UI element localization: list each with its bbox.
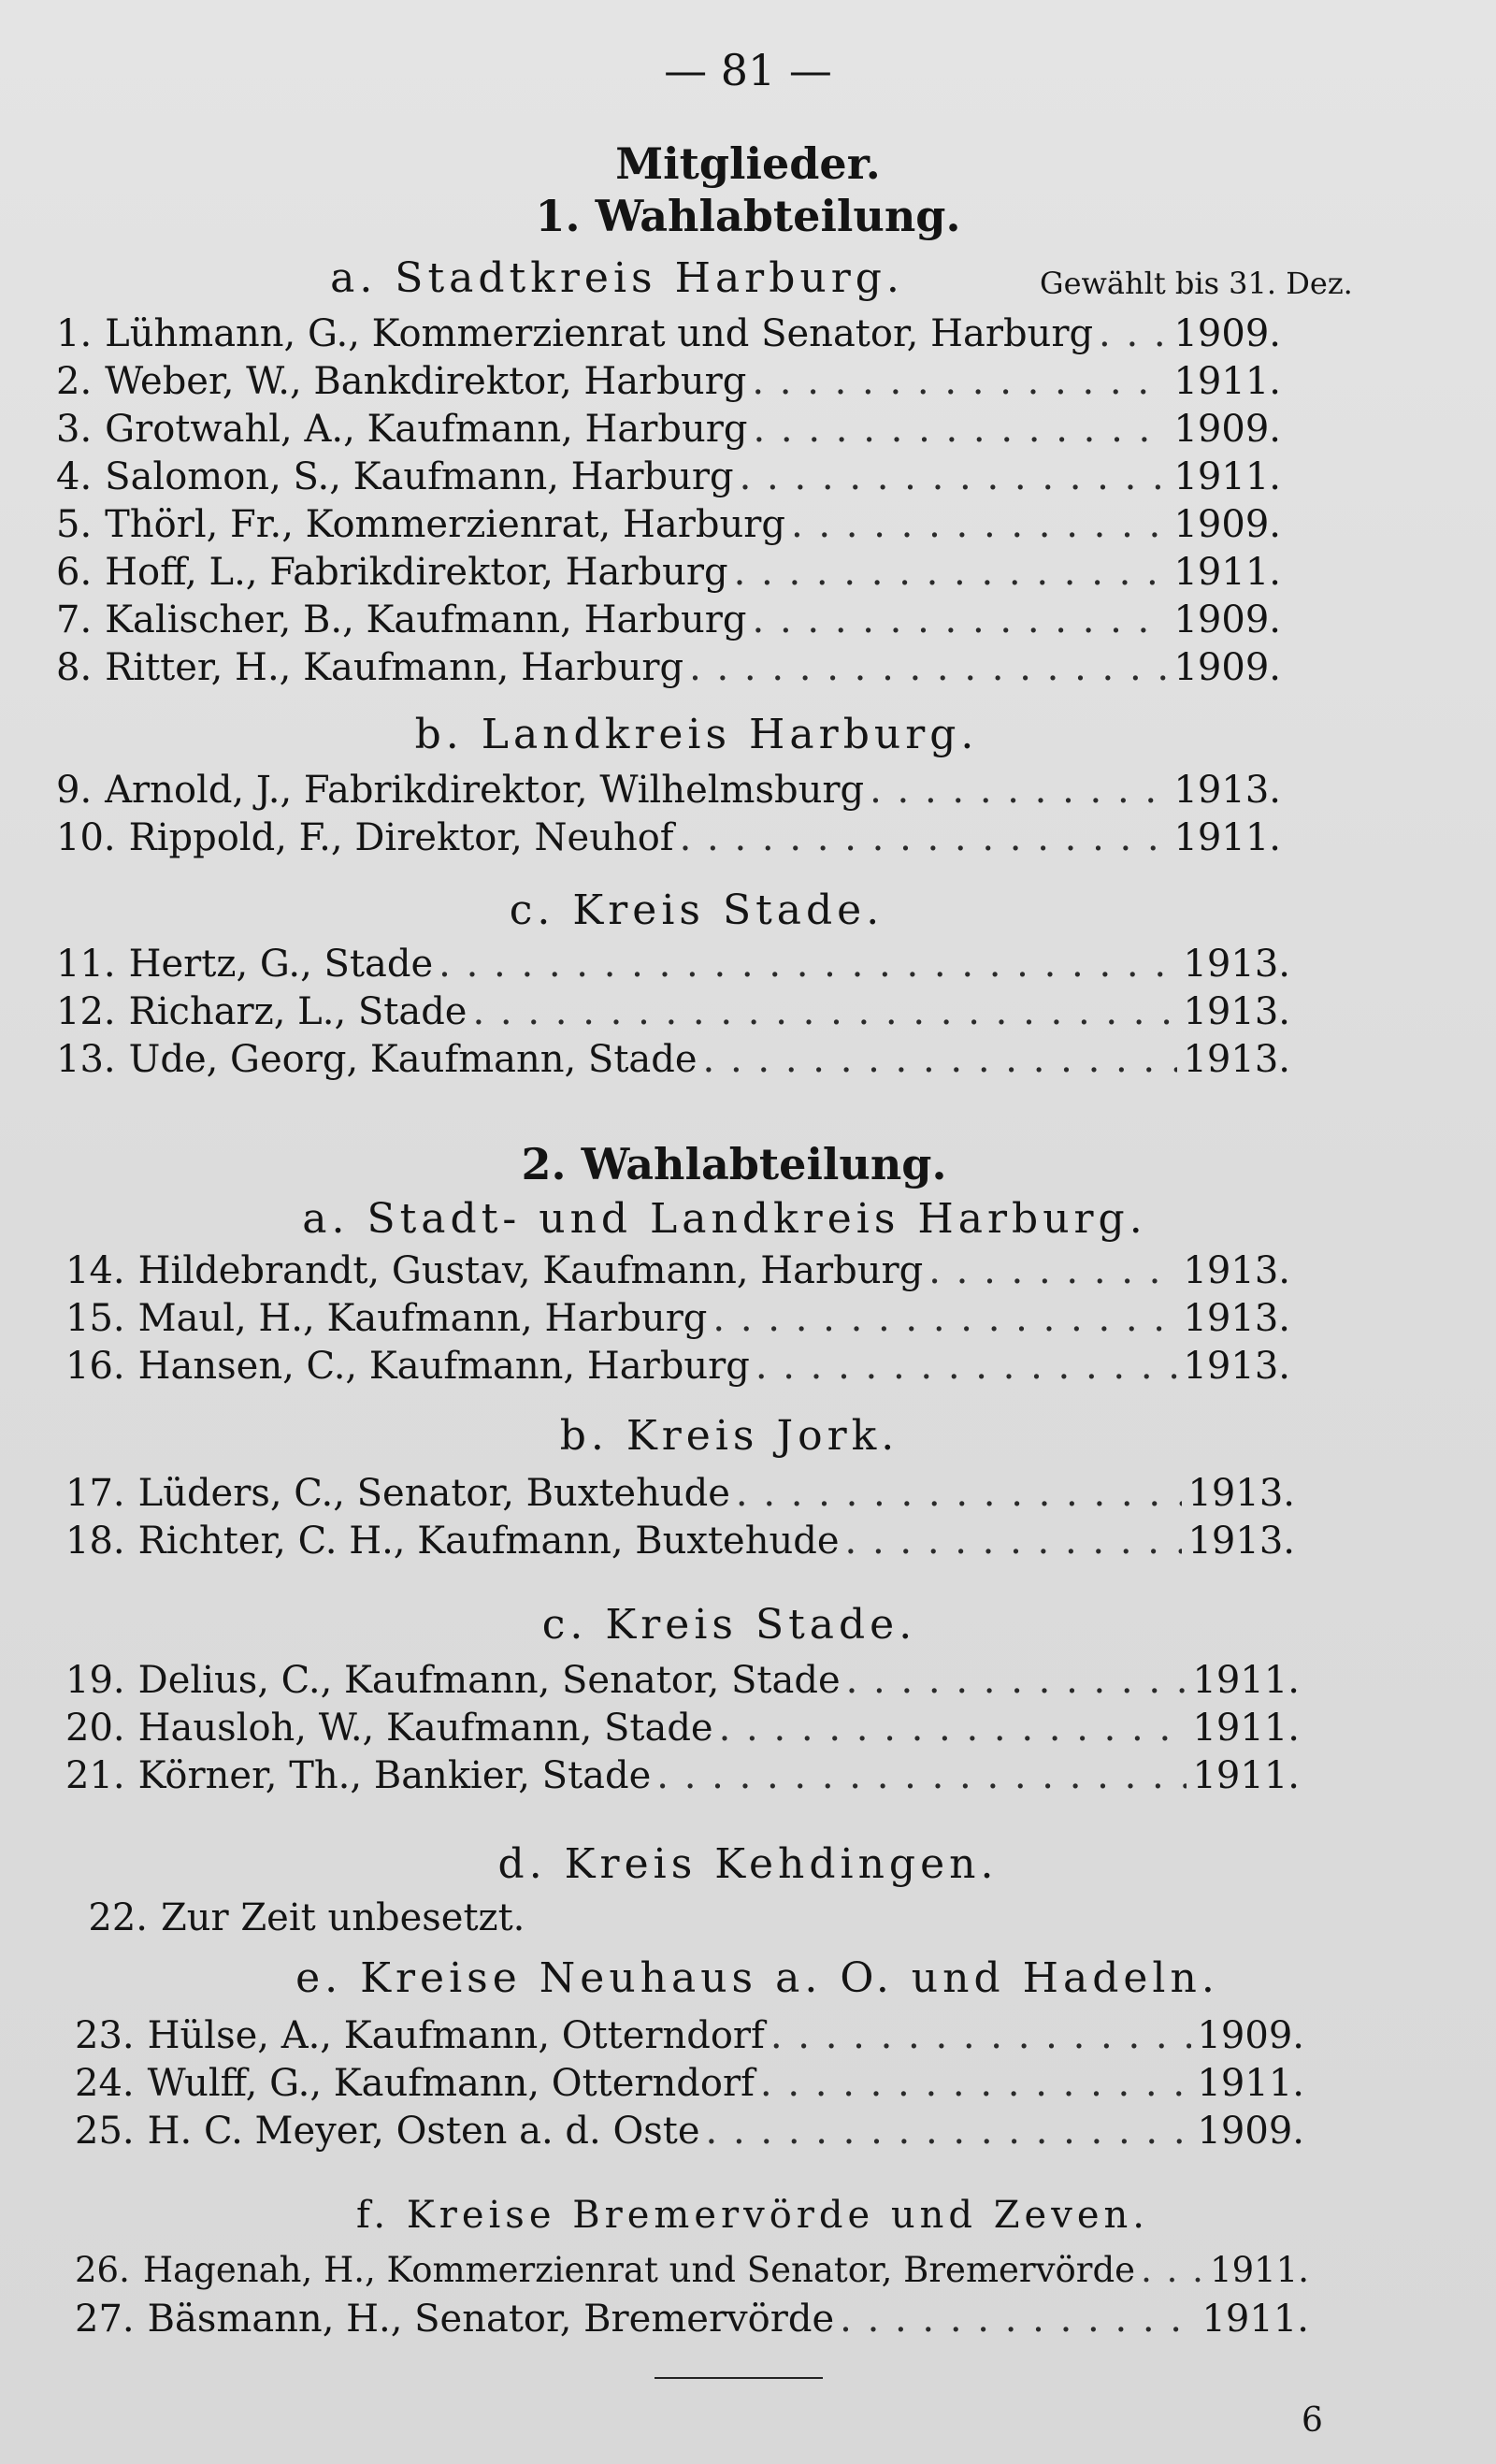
entry-name: Hansen, C., Kaufmann, Harburg (137, 1345, 750, 1388)
entry-number: 20. (65, 1707, 125, 1750)
entry-number: 7. (56, 598, 93, 641)
entry-number: 11. (56, 943, 116, 986)
entry-number: 4. (56, 455, 93, 498)
list-item (56, 360, 1281, 409)
entry-name: Hülse, A., Kaufmann, Otterndorf (147, 2014, 765, 2057)
dot-leader (770, 2014, 1192, 2057)
section-1-group-c-heading: c. Kreis Stade. (509, 886, 885, 934)
section-2-group-b-heading: b. Kreis Jork. (559, 1412, 899, 1460)
entry-name: Thörl, Fr., Kommerzienrat, Harburg (105, 503, 785, 546)
entry-name: Salomon, S., Kaufmann, Harburg (105, 455, 734, 498)
entry-name: Ritter, H., Kaufmann, Harburg (105, 646, 684, 689)
entry-number: 2. (56, 360, 93, 403)
entry-name: Arnold, J., Fabrikdirektor, Wilhelmsburg (105, 769, 865, 812)
entry-name: Zur Zeit unbesetzt. (161, 1896, 525, 1939)
entry-year: 1911. (1173, 360, 1281, 403)
entry-year: 1911. (1201, 2298, 1309, 2341)
list-item (75, 2014, 1304, 2063)
entry-year: 1913. (1173, 769, 1281, 812)
dot-leader (753, 598, 1169, 641)
list-item (65, 1297, 1290, 1346)
section-1-heading: 1. Wahlabteilung. (535, 191, 961, 241)
section-1-group-a-heading: a. Stadtkreis Harburg. (330, 254, 904, 302)
entry-number: 15. (65, 1297, 125, 1340)
entry-number: 21. (65, 1754, 125, 1797)
entry-number: 16. (65, 1345, 125, 1388)
entry-year: 1911. (1192, 1659, 1300, 1702)
list-item (56, 551, 1281, 599)
entry-year: 1911. (1192, 1754, 1300, 1797)
dot-leader (753, 408, 1168, 451)
entry-year: 1911. (1173, 551, 1281, 594)
entry-name: Bäsmann, H., Senator, Bremervörde (147, 2298, 835, 2341)
entry-year: 1913. (1183, 943, 1290, 986)
entry-year: 1913. (1183, 1297, 1290, 1340)
entry-number: 12. (56, 990, 116, 1033)
section-2-group-f-heading: f. Kreise Bremervörde und Zeven. (356, 2194, 1149, 2237)
entry-name: Hildebrandt, Gustav, Kaufmann, Harburg (137, 1249, 924, 1292)
dot-leader (736, 1472, 1183, 1515)
entry-year: 1911. (1210, 2250, 1309, 2290)
dot-leader (755, 1345, 1178, 1388)
entry-number: 23. (75, 2014, 135, 2057)
list-item (75, 2250, 1309, 2298)
dot-leader (439, 943, 1177, 986)
entry-name: Kalischer, B., Kaufmann, Harburg (105, 598, 747, 641)
dot-leader (680, 816, 1169, 859)
dot-leader (1099, 312, 1168, 355)
section-2-group-a-heading: a. Stadt- und Landkreis Harburg. (302, 1195, 1147, 1243)
entry-number: 10. (56, 816, 116, 859)
dot-leader (840, 2298, 1196, 2341)
list-item (65, 1707, 1300, 1755)
dot-leader (740, 455, 1169, 498)
entry-name: Grotwahl, A., Kaufmann, Harburg (105, 408, 748, 451)
dot-leader (712, 1297, 1177, 1340)
entry-number: 27. (75, 2298, 135, 2341)
entry-name: Hertz, G., Stade (128, 943, 434, 986)
entry-number: 22. (88, 1896, 148, 1939)
entry-name: Rippold, F., Direktor, Neuhof (128, 816, 674, 859)
entry-number: 6. (56, 551, 93, 594)
entry-number: 26. (75, 2250, 130, 2290)
entry-year: 1911. (1192, 1707, 1300, 1750)
entry-year: 1913. (1187, 1520, 1295, 1563)
section-2-group-e-heading: e. Kreise Neuhaus a. O. und Hadeln. (295, 1954, 1219, 2002)
entry-name: Weber, W., Bankdirektor, Harburg (105, 360, 747, 403)
entry-name: Wulff, G., Kaufmann, Otterndorf (147, 2062, 755, 2105)
dot-leader (752, 360, 1168, 403)
list-item (75, 2062, 1304, 2111)
dot-leader (760, 2062, 1192, 2105)
entry-name: Richter, C. H., Kaufmann, Buxtehude (137, 1520, 840, 1563)
list-item (65, 1472, 1295, 1520)
entry-name: Ude, Georg, Kaufmann, Stade (128, 1038, 698, 1081)
entry-year: 1913. (1183, 1345, 1290, 1388)
entry-year: 1911. (1173, 455, 1281, 498)
entry-year: 1909. (1173, 646, 1281, 689)
dot-leader (791, 503, 1169, 546)
entry-year: 1913. (1183, 1249, 1290, 1292)
entry-number: 24. (75, 2062, 135, 2105)
entry-number: 19. (65, 1659, 125, 1702)
dot-leader (706, 2110, 1192, 2153)
dot-leader (703, 1038, 1178, 1081)
entry-name: Maul, H., Kaufmann, Harburg (137, 1297, 708, 1340)
entry-number: 18. (65, 1520, 125, 1563)
entry-number: 5. (56, 503, 93, 546)
entry-year: 1909. (1197, 2014, 1304, 2057)
printer-signature: 6 (1302, 2401, 1323, 2440)
section-2-heading: 2. Wahlabteilung. (521, 1139, 947, 1189)
dot-leader (472, 990, 1177, 1033)
dot-leader (845, 1520, 1183, 1563)
closing-rule (654, 2377, 823, 2379)
list-item (65, 1754, 1300, 1803)
entry-number: 25. (75, 2110, 135, 2153)
list-item (56, 408, 1281, 456)
entry-number: 13. (56, 1038, 116, 1081)
entry-number: 14. (65, 1249, 125, 1292)
dot-leader (846, 1659, 1187, 1702)
entry-year: 1909. (1173, 598, 1281, 641)
list-item (56, 312, 1281, 361)
list-item (56, 598, 1281, 647)
section-1-group-b-heading: b. Landkreis Harburg. (414, 711, 979, 758)
entry-year: 1913. (1183, 1038, 1290, 1081)
entry-number: 1. (56, 312, 93, 355)
entry-name: Hausloh, W., Kaufmann, Stade (137, 1707, 713, 1750)
entry-number: 3. (56, 408, 93, 451)
list-item (56, 943, 1290, 991)
entry-year: 1909. (1173, 312, 1281, 355)
entry-year: 1911. (1197, 2062, 1304, 2105)
entry-name: Körner, Th., Bankier, Stade (137, 1754, 652, 1797)
dot-leader (734, 551, 1169, 594)
entry-year: 1913. (1187, 1472, 1295, 1515)
list-item (56, 503, 1281, 552)
entry-name: H. C. Meyer, Osten a. d. Oste (147, 2110, 700, 2153)
dot-leader (656, 1754, 1187, 1797)
entry-name: Richarz, L., Stade (128, 990, 468, 1033)
dot-leader (928, 1249, 1177, 1292)
entry-number: 8. (56, 646, 93, 689)
list-item (75, 2298, 1309, 2346)
elected-until-note: Gewählt bis 31. Dez. (1040, 266, 1353, 301)
section-2-group-c-heading: c. Kreis Stade. (541, 1601, 917, 1649)
dot-leader (870, 769, 1168, 812)
section-2-group-d-heading: d. Kreis Kehdingen. (497, 1840, 999, 1888)
entry-number: 9. (56, 769, 93, 812)
list-item (65, 1896, 626, 1945)
list-item (65, 1249, 1290, 1298)
dot-leader (1141, 2250, 1204, 2290)
entry-name: Hoff, L., Fabrikdirektor, Harburg (105, 551, 728, 594)
list-item (56, 990, 1290, 1039)
entry-number: 17. (65, 1472, 125, 1515)
entry-name: Hagenah, H., Kommerzienrat und Senator, Bremervörde (142, 2250, 1136, 2290)
list-item (56, 455, 1281, 504)
entry-year: 1913. (1183, 990, 1290, 1033)
list-item (75, 2110, 1304, 2158)
list-item (56, 816, 1281, 865)
dot-leader (689, 646, 1168, 689)
entry-year: 1911. (1173, 816, 1281, 859)
document-title: Mitglieder. (615, 138, 881, 189)
list-item (56, 1038, 1290, 1087)
entry-name: Lüders, C., Senator, Buxtehude (137, 1472, 730, 1515)
entry-name: Delius, C., Kaufmann, Senator, Stade (137, 1659, 841, 1702)
list-item (56, 769, 1281, 817)
page-number: — 81 — (664, 45, 832, 95)
list-item (56, 646, 1281, 695)
dot-leader (719, 1707, 1187, 1750)
entry-year: 1909. (1173, 503, 1281, 546)
list-item (65, 1520, 1295, 1568)
list-item (65, 1345, 1290, 1393)
entry-name: Lühmann, G., Kommerzienrat und Senator, Harburg (105, 312, 1094, 355)
entry-year: 1909. (1197, 2110, 1304, 2153)
entry-year: 1909. (1173, 408, 1281, 451)
list-item (65, 1659, 1300, 1708)
